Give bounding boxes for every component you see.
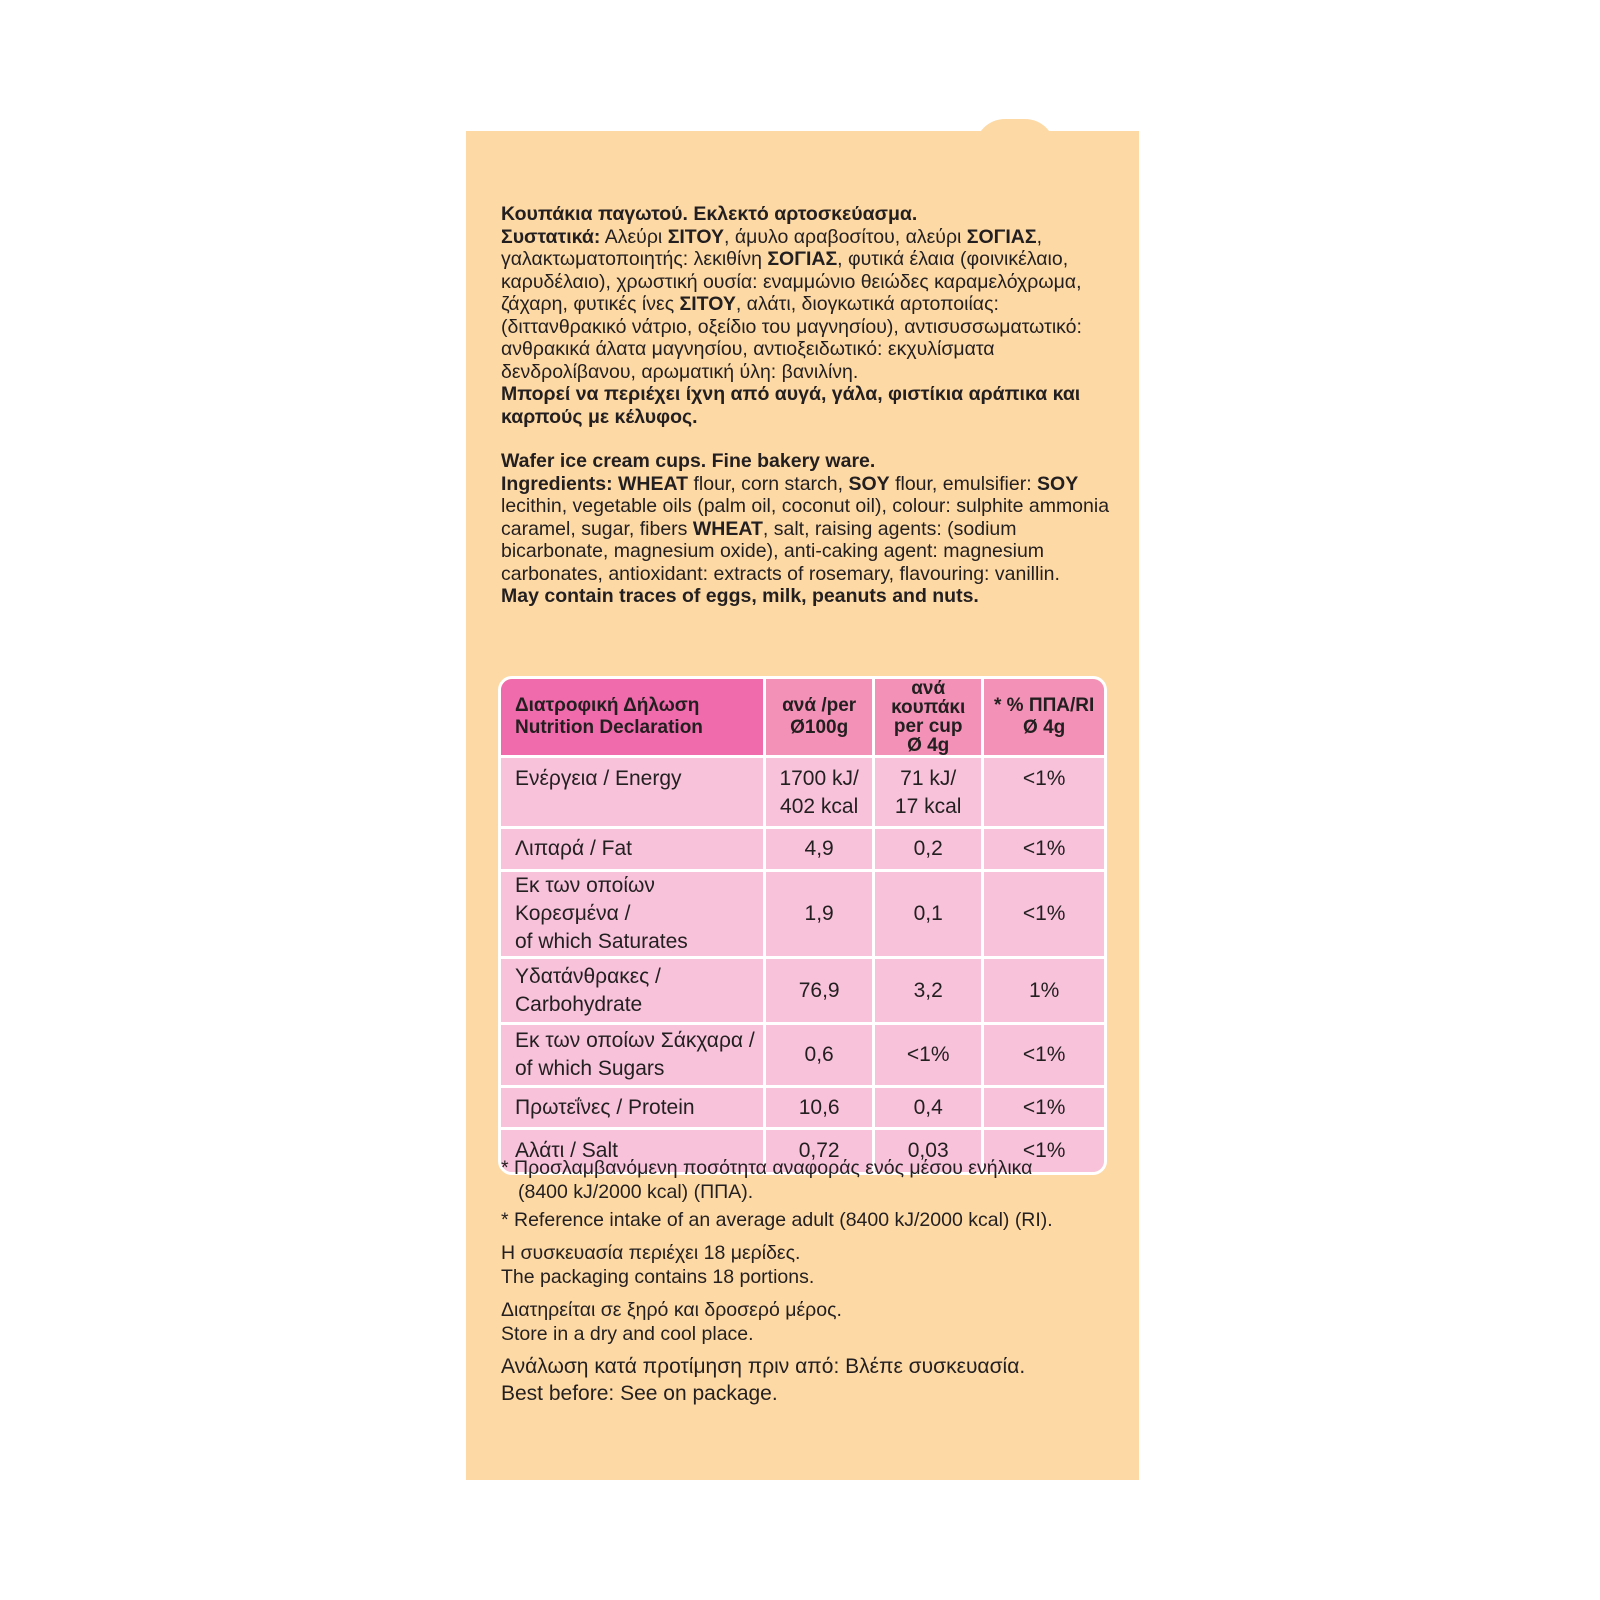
en-ri-note: * Reference intake of an average adult (8400 kJ/2000 kcal) (RI).	[501, 1209, 1053, 1231]
gr-allergen-word: ΣΟΓΙΑΣ	[767, 248, 838, 270]
gr-ing-text: , άμυλο αραβοσίτου, αλεύρι	[724, 225, 967, 248]
bestbefore-en: Best before: See on package.	[501, 1382, 778, 1405]
header-nutrient: Διατροφική Δήλωση Nutrition Declaration	[501, 679, 766, 758]
header-percup: ανά κουπάκι per cup Ø 4g	[875, 679, 984, 758]
gr-ing-text: , αλάτι, διογκωτικά αρτοποιίας: (διττανθρακικό νάτριο, οξείδιο του μαγνησίου), αντισυσσωματωτικό: ανθρακικά άλατα μαγνησίου, αντιοξειδωτικό: εκχυλίσματα δενδρολίβανου, αρωματική ύλη: βανιλίνη.	[501, 293, 1082, 383]
table-row	[501, 758, 1104, 829]
gr-ing-text: , γαλακτωματοποιητής: λεκιθίνη	[501, 225, 1043, 270]
row-label: Εκ των οποίων Κορεσμένα / of which Saturates	[501, 872, 766, 959]
gr-allergen-word: ΣΙΤΟΥ	[667, 225, 724, 248]
greek-ingredients	[501, 226, 1111, 384]
cell-percup: 0,03	[875, 1130, 984, 1172]
cell-ri: <1%	[984, 758, 1104, 829]
table-row	[501, 872, 1104, 959]
ingredients-block	[501, 203, 1111, 608]
table-row	[501, 1088, 1104, 1130]
en-allergen-word: WHEAT	[692, 517, 763, 540]
gr-ri-note: * Προσλαμβανόμενη ποσότητα αναφοράς ενός μέσου ενήλικα	[501, 1157, 1033, 1179]
en-allergen-word: SOY	[1037, 472, 1079, 495]
cell-ri: <1%	[984, 1025, 1104, 1088]
gr-ri-note-cont: (8400 kJ/2000 kcal) (ΠΠΑ).	[518, 1181, 754, 1203]
cell-per100g: 1,9	[766, 872, 875, 959]
row-label: Πρωτεΐνες / Protein	[501, 1088, 766, 1130]
portions-en: The packaging contains 18 portions.	[501, 1266, 815, 1288]
english-ingredients	[501, 473, 1111, 586]
cell-percup: 71 kJ/ 17 kcal	[875, 758, 984, 829]
cell-ri: <1%	[984, 872, 1104, 959]
en-ing-text: flour, corn starch,	[688, 472, 849, 495]
row-label: Αλάτι / Salt	[501, 1130, 766, 1172]
bestbefore-gr: Ανάλωση κατά προτίμηση πριν από: Βλέπε συσκευασία.	[501, 1355, 1026, 1378]
greek-allergens: Μπορεί να περιέχει ίχνη από αυγά, γάλα, φιστίκια αράπικα και καρπούς με κέλυφος.	[501, 383, 1081, 428]
en-allergen-word: WHEAT	[618, 472, 689, 495]
cell-ri: 1%	[984, 959, 1104, 1025]
cell-per100g: 4,9	[766, 829, 875, 872]
cell-per100g: 0,72	[766, 1130, 875, 1172]
gr-allergen-word: ΣΟΓΙΑΣ	[966, 225, 1037, 248]
english-ingredients-label: Ingredients:	[501, 472, 613, 495]
cell-percup: 0,1	[875, 872, 984, 959]
cell-per100g: 0,6	[766, 1025, 875, 1088]
cell-ri: <1%	[984, 829, 1104, 872]
row-label: Εκ των οποίων Σάκχαρα / of which Sugars	[501, 1025, 766, 1088]
table-row	[501, 1025, 1104, 1088]
gr-ing-text: , φυτικά έλαια (φοινικέλαιο, καρυδέλαιο), χρωστική ουσία: εναμμώνιο θειώδες καραμελόχρωμα, ζάχαρη, φυτικές ίνες	[501, 248, 1082, 315]
english-title: Wafer ice cream cups. Fine bakery ware.	[501, 450, 876, 472]
en-ing-text: flour, emulsifier:	[889, 472, 1038, 495]
greek-title: Κουπάκια παγωτού. Εκλεκτό αρτοσκεύασμα.	[501, 203, 918, 225]
gr-ing-text: Αλεύρι	[600, 225, 668, 248]
row-label: Υδατάνθρακες / Carbohydrate	[501, 959, 766, 1025]
cell-percup: 0,2	[875, 829, 984, 872]
en-allergen-word: SOY	[848, 472, 890, 495]
cell-ri: <1%	[984, 1088, 1104, 1130]
storage-gr: Διατηρείται σε ξηρό και δροσερό μέρος.	[501, 1299, 842, 1321]
table-row	[501, 829, 1104, 872]
header-ri: * % ΠΠΑ/RI Ø 4g	[984, 679, 1104, 758]
table-header-row	[501, 679, 1104, 758]
cell-per100g: 76,9	[766, 959, 875, 1025]
row-label: Ενέργεια / Energy	[501, 758, 766, 829]
en-ing-text: lecithin, vegetable oils (palm oil, coconut oil), colour: sulphite ammonia caramel, sugar, fibers	[501, 495, 1110, 540]
cell-per100g: 10,6	[766, 1088, 875, 1130]
cell-percup: <1%	[875, 1025, 984, 1088]
cell-ri: <1%	[984, 1130, 1104, 1172]
portions-gr: Η συσκευασία περιέχει 18 μερίδες.	[501, 1242, 801, 1264]
row-label: Λιπαρά / Fat	[501, 829, 766, 872]
cell-percup: 3,2	[875, 959, 984, 1025]
cell-per100g: 1700 kJ/ 402 kcal	[766, 758, 875, 829]
cell-percup: 0,4	[875, 1088, 984, 1130]
nutrition-table	[498, 676, 1107, 1175]
gr-allergen-word: ΣΙΤΟΥ	[679, 293, 736, 315]
table-row	[501, 959, 1104, 1025]
header-per100g: ανά /per Ø100g	[766, 679, 875, 758]
greek-ingredients-label: Συστατικά:	[501, 225, 601, 248]
storage-en: Store in a dry and cool place.	[501, 1323, 754, 1345]
en-ing-text: , salt, raising agents: (sodium bicarbonate, magnesium oxide), anti-caking agent: magnesium carbonates, antioxidant: extracts of rosemary, flavouring: vanillin.	[501, 517, 1060, 585]
footnotes	[501, 1156, 1111, 1406]
english-allergens: May contain traces of eggs, milk, peanuts and nuts.	[501, 585, 979, 607]
